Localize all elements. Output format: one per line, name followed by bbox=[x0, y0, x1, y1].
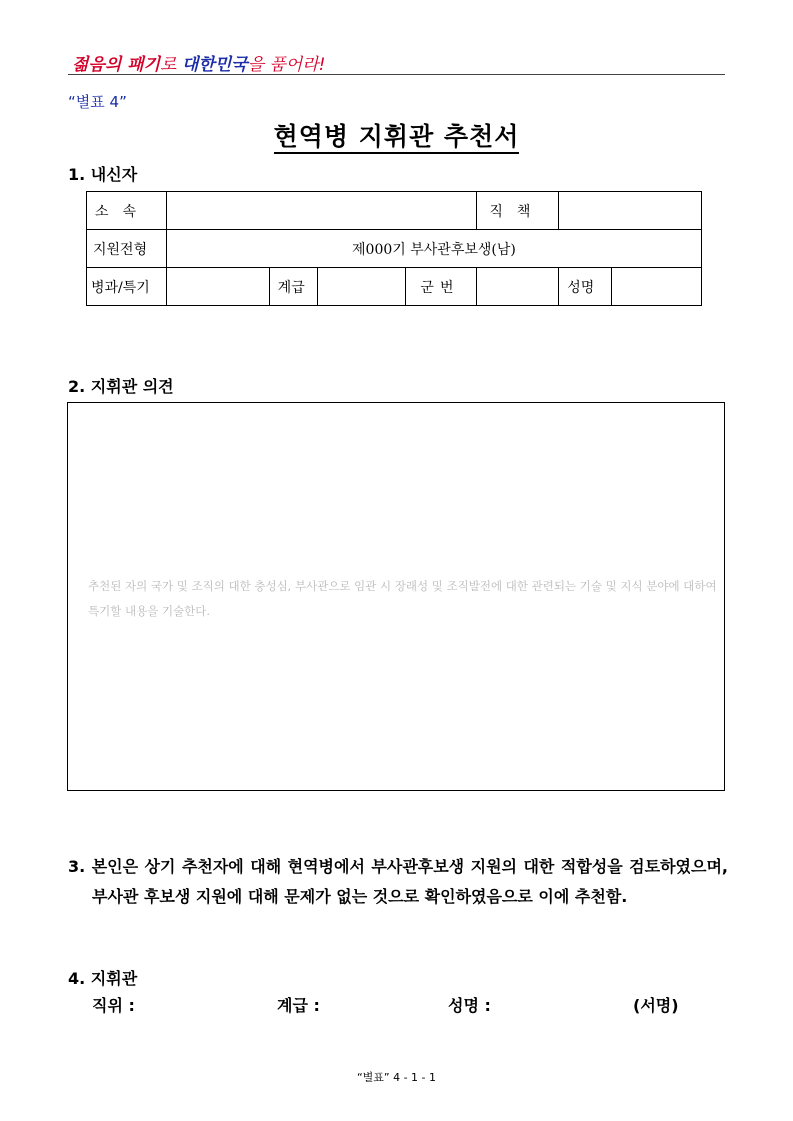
affiliation-field[interactable] bbox=[166, 192, 476, 230]
application-type-value: 제000기 부사관후보생(남) bbox=[166, 230, 701, 268]
position-label: 직책 bbox=[477, 192, 559, 230]
document-title-text: 현역병 지휘관 추천서 bbox=[274, 122, 520, 154]
rank-label: 계급 bbox=[269, 268, 317, 306]
table-row bbox=[87, 192, 702, 230]
commander-position-label: 직위 : bbox=[92, 996, 135, 1015]
commander-name-label: 성명 : bbox=[448, 996, 491, 1015]
branch-field[interactable] bbox=[166, 268, 269, 306]
rank-field[interactable] bbox=[317, 268, 406, 306]
table-row bbox=[87, 268, 702, 306]
section-1-heading: 1. 내신자 bbox=[68, 165, 138, 184]
opinion-guide-text: 추천된 자의 국가 및 조직의 대한 충성심, 부사관으로 임관 시 장래성 및 조직발전에 대한 관련되는 기술 및 지식 분야에 대하여 특기할 내용을 기술한다. bbox=[88, 579, 717, 618]
branch-label: 병과/특기 bbox=[87, 268, 167, 306]
recommendation-statement: 3. 본인은 상기 추천자에 대해 현역병에서 부사관후보생 지원의 대한 적합성을 검토하였으며, 부사관 후보생 지원에 대해 문제가 없는 것으로 확인하였음으로 이에 추천함. bbox=[68, 857, 728, 906]
commander-rank-label: 계급 : bbox=[277, 996, 320, 1015]
name-label: 성명 bbox=[559, 268, 612, 306]
slogan-part-1: 젊음의 패기 bbox=[72, 55, 161, 75]
table-row bbox=[87, 230, 702, 268]
page-header bbox=[68, 46, 725, 75]
slogan-part-3: 대한민국 bbox=[181, 55, 248, 75]
document-label: “별표 4” bbox=[68, 93, 127, 111]
page-footer: “별표” 4 - 1 - 1 bbox=[356, 1071, 437, 1084]
slogan-part-4: 을 품어라! bbox=[247, 55, 326, 75]
section-4-heading: 4. 지휘관 bbox=[68, 969, 138, 988]
slogan-part-2: 로 bbox=[160, 55, 182, 75]
section-2-heading: 2. 지휘관 의견 bbox=[68, 377, 174, 396]
document-title bbox=[0, 117, 793, 153]
applicant-info-table bbox=[86, 191, 702, 306]
slogan bbox=[72, 50, 325, 75]
service-number-field[interactable] bbox=[477, 268, 559, 306]
name-field[interactable] bbox=[612, 268, 702, 306]
signature-label: (서명) bbox=[633, 996, 679, 1015]
application-type-label: 지원전형 bbox=[87, 230, 167, 268]
position-field[interactable] bbox=[559, 192, 702, 230]
commander-opinion-box[interactable] bbox=[67, 402, 725, 791]
affiliation-label: 소속 bbox=[87, 192, 167, 230]
service-number-label: 군번 bbox=[406, 268, 477, 306]
